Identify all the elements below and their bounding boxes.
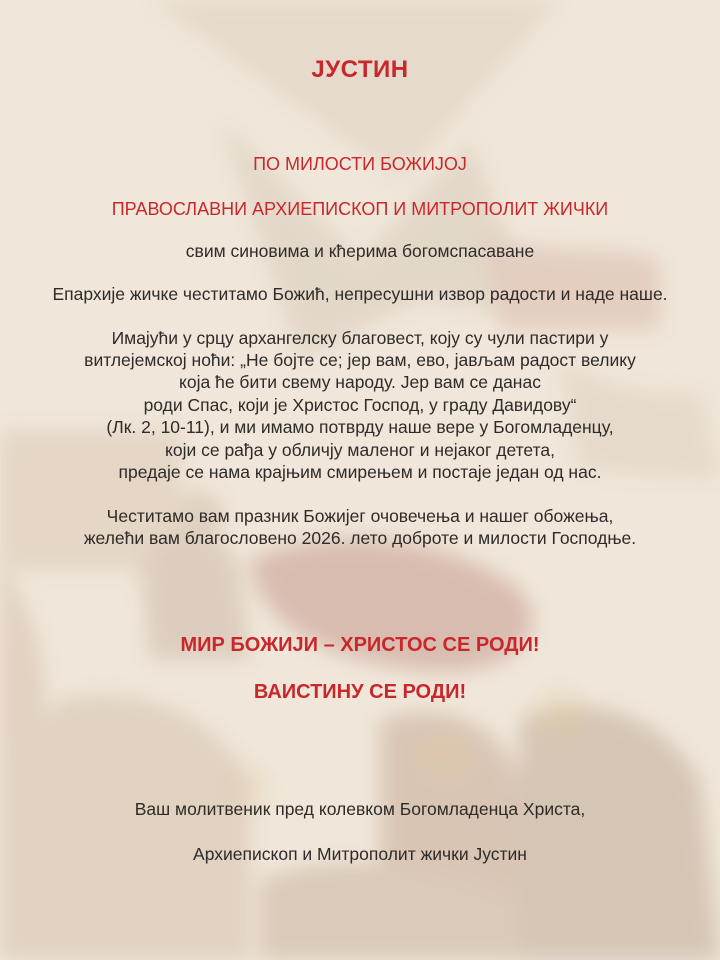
- paragraph-1-line-6: који се рађа у обличју маленог и нејаког детета,: [164, 440, 556, 460]
- signature-line-2: Архиепископ и Митрополит жички Јустин: [193, 844, 527, 864]
- paragraph-2-line-1: Честитамо вам празник Божијег очовечења и нашег обожења,: [106, 506, 614, 526]
- greeting-line-1: свим синовима и кћерима богомспасаване: [185, 241, 535, 261]
- paragraph-1-line-3: која ће бити свему народу. Јер вам се данас: [179, 372, 541, 392]
- paragraph-1-line-5: (Лк. 2, 10-11), и ми имамо потврду наше вере у Богомладенцу,: [106, 417, 614, 437]
- metropolitan-name-title: ЈУСТИН: [311, 56, 409, 83]
- christ-is-born-proclamation: МИР БОЖИЈИ – ХРИСТОС СЕ РОДИ!: [180, 634, 540, 656]
- paragraph-1-line-2: витлејемској ноћи: „Не бојте се; јер вам, ево, јављам радост велику: [84, 350, 636, 370]
- paragraph-1-line-4: роди Спас, који је Христос Господ, у граду Давидову“: [143, 395, 577, 415]
- truly-he-is-born-response: ВАИСТИНУ СЕ РОДИ!: [253, 681, 467, 703]
- signature-line-1: Ваш молитвеник пред колевком Богомладенца Христа,: [134, 799, 586, 819]
- paragraph-1-line-1: Имајући у срцу архангелску благовест, коју су чули пастири у: [111, 328, 609, 348]
- archbishop-title-line: ПРАВОСЛАВНИ АРХИЕПИСКОП И МИТРОПОЛИТ ЖИЧКИ: [111, 199, 609, 219]
- greeting-line-2: Епархије жичке честитамо Божић, непресушни извор радости и наде наше.: [52, 284, 668, 304]
- paragraph-1-line-7: предаје се нама крајњим смирењем и постаје један од нас.: [118, 462, 602, 482]
- paragraph-2-line-2: желећи вам благословено 2026. лето доброте и милости Господње.: [83, 528, 637, 548]
- by-gods-grace-line: ПО МИЛОСТИ БОЖИЈОЈ: [253, 154, 467, 174]
